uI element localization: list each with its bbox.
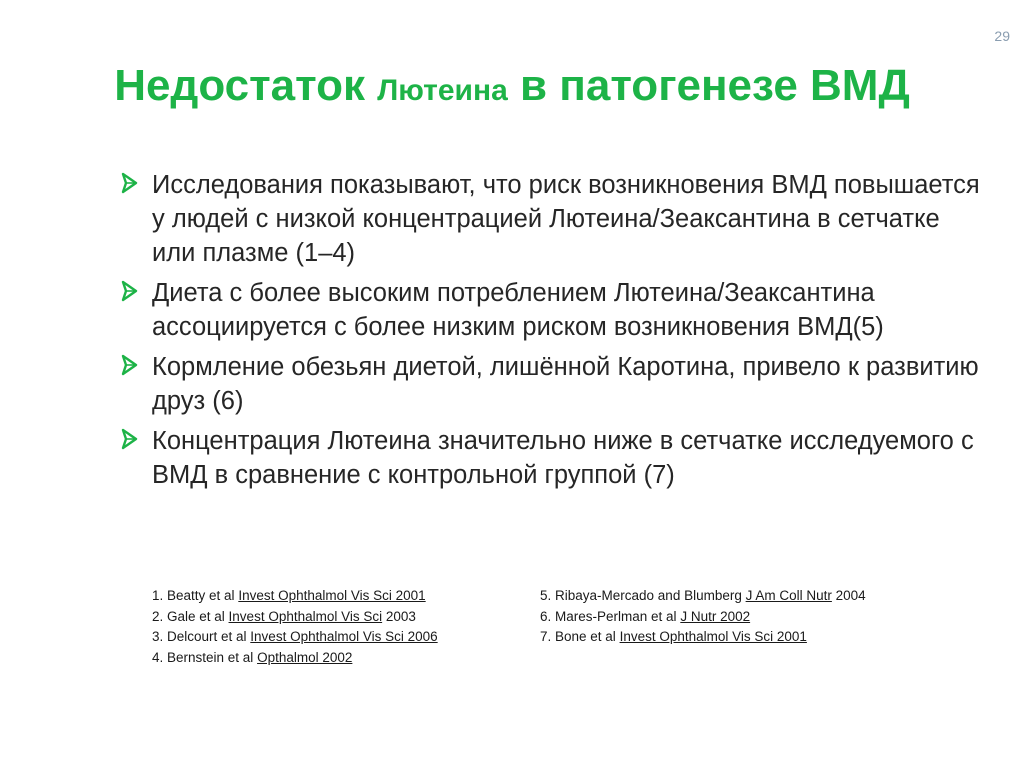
reference-item bbox=[152, 607, 540, 628]
bullet-list bbox=[120, 168, 980, 498]
slide-number: 29 bbox=[994, 28, 1010, 44]
reference-item bbox=[540, 586, 950, 607]
reference-item bbox=[152, 627, 540, 648]
bullet-item bbox=[120, 350, 980, 418]
reference-journal-link[interactable]: J Am Coll Nutr bbox=[745, 588, 832, 603]
bullet-item bbox=[120, 168, 980, 270]
reference-journal-link[interactable]: Invest Ophthalmol Vis Sci 2006 bbox=[250, 629, 438, 644]
bullet-item bbox=[120, 276, 980, 344]
reference-author: 5. Ribaya-Mercado and Blumberg bbox=[540, 588, 746, 603]
reference-author: 7. Bone et al bbox=[540, 629, 620, 644]
arrow-check-icon bbox=[120, 171, 142, 195]
arrow-check-icon bbox=[120, 427, 142, 451]
arrow-check-icon bbox=[120, 353, 142, 377]
reference-journal-link[interactable]: Invest Ophthalmol Vis Sci bbox=[228, 608, 383, 624]
references-right-column bbox=[540, 586, 950, 668]
reference-item bbox=[540, 607, 950, 628]
reference-year: 2003 bbox=[382, 608, 416, 624]
slide-title bbox=[0, 56, 1024, 121]
reference-author: 3. Delcourt et al bbox=[152, 629, 251, 644]
reference-item bbox=[152, 648, 540, 669]
reference-author: 6. Mares-Perlman et al bbox=[540, 608, 681, 624]
reference-author: 4. Bernstein et al bbox=[152, 649, 258, 665]
references-left-column bbox=[152, 586, 540, 668]
references bbox=[152, 586, 952, 668]
bullet-text: Кормление обезьян диетой, лишённой Каротина, привело к развитию друз (6) bbox=[152, 353, 979, 415]
bullet-text: Диета с более высоким потреблением Лютеина/Зеаксантина ассоциируется с более низким риском возникновения ВМД(5) bbox=[152, 279, 884, 341]
title-part-3: в патогенезе ВМД bbox=[507, 61, 910, 110]
bullet-text: Исследования показывают, что риск возникновения ВМД повышается у людей с низкой концентрацией Лютеина/Зеаксантина в сетчатке или плазме (1–4) bbox=[152, 171, 980, 267]
reference-journal-link[interactable]: Invest Ophthalmol Vis Sci 2001 bbox=[238, 588, 426, 603]
reference-author: 1. Beatty et al bbox=[152, 588, 239, 603]
reference-journal-link[interactable]: Opthalmol 2002 bbox=[257, 649, 353, 665]
bullet-item bbox=[120, 424, 980, 492]
reference-journal-link[interactable]: J Nutr 2002 bbox=[680, 608, 751, 624]
reference-item bbox=[152, 586, 540, 607]
reference-item bbox=[540, 627, 950, 648]
reference-journal-link[interactable]: Invest Ophthalmol Vis Sci 2001 bbox=[619, 629, 807, 644]
title-part-2: Лютеина bbox=[377, 74, 508, 107]
arrow-check-icon bbox=[120, 279, 142, 303]
bullet-text: Концентрация Лютеина значительно ниже в сетчатке исследуемого с ВМД в сравнение с контрольной группой (7) bbox=[152, 427, 974, 489]
reference-author: 2. Gale et al bbox=[152, 608, 229, 624]
reference-year: 2004 bbox=[831, 588, 866, 603]
title-part-1: Недостаток bbox=[114, 61, 378, 110]
